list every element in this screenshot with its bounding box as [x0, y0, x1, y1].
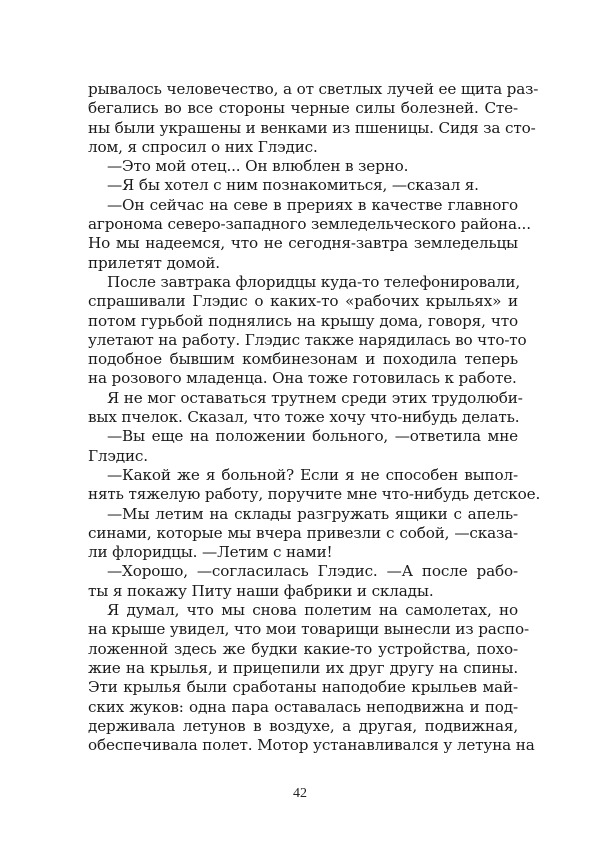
text-line: Эти крылья были сработаны наподобие крыльев май- — [88, 678, 518, 697]
text-line: агронома северо-западного земледельческого района... — [88, 215, 531, 234]
text-line: потом гурьбой поднялись на крышу дома, говоря, что — [88, 311, 518, 330]
text-line: вых пчелок. Сказал, что тоже хочу что-нибудь делать. — [88, 408, 520, 427]
text-line: бегались во все стороны черные силы болезней. Сте- — [88, 99, 518, 118]
text-line: на крыше увидел, что мои товарищи вынесли из распо- — [88, 620, 529, 639]
text-line: Но мы надеемся, что не сегодня-завтра земледельцы — [88, 234, 518, 253]
text-line: нять тяжелую работу, поручите мне что-нибудь детское. — [88, 485, 541, 504]
text-line: ты я покажу Питу наши фабрики и склады. — [88, 581, 434, 600]
paragraph — [88, 272, 527, 389]
body-text — [88, 80, 541, 755]
text-line: —Хорошо, —согласилась Глэдис. —А после рабо- — [107, 562, 518, 581]
text-line: обеспечивала полет. Мотор устанавливался у летуна на — [88, 736, 535, 755]
text-line: подобное бывшим комбинезонам и походила теперь — [88, 350, 518, 369]
paragraph — [88, 388, 523, 428]
text-line: жие на крылья, и прицепили их друг другу на спины. — [88, 658, 518, 677]
paragraph — [88, 505, 518, 563]
page-number: 42 — [293, 786, 307, 801]
text-line: —Вы еще на положении больного, —ответила мне — [107, 427, 518, 446]
text-line: —Какой же я больной? Если я не способен выпол- — [107, 465, 518, 484]
paragraph — [88, 80, 539, 157]
paragraph — [88, 176, 518, 195]
text-line: улетают на работу. Глэдис также нарядилась во что-то — [88, 330, 527, 349]
paragraph — [88, 157, 518, 176]
text-line: синами, которые мы вчера привезли с собой, —сказа- — [88, 523, 518, 542]
text-line: —Мы летим на склады разгружать ящики с апель- — [107, 504, 518, 523]
text-line: После завтрака флоридцы куда-то телефонировали, — [107, 272, 521, 291]
text-line: ны были украшены и венками из пшеницы. Сидя за сто- — [88, 118, 536, 137]
text-line: Я думал, что мы снова полетим на самолетах, но — [107, 601, 518, 620]
text-line: спрашивали Глэдис о каких-то «рабочих крыльях» и — [88, 292, 518, 311]
paragraph — [88, 195, 531, 273]
paragraph — [88, 562, 518, 601]
text-line: —Я бы хотел с ним познакомиться, —сказал я. — [107, 176, 479, 195]
text-line: ли флоридцы. —Летим с нами! — [88, 543, 333, 562]
text-line: ских жуков: одна пара оставалась неподвижна и под- — [88, 697, 518, 716]
text-line: прилетят домой. — [88, 253, 220, 272]
text-line: —Это мой отец... Он влюблен в зерно. — [107, 157, 409, 176]
text-line: держивала летунов в воздухе, а другая, подвижная, — [88, 716, 518, 735]
paragraph — [88, 601, 535, 755]
text-line: —Он сейчас на севе в прериях в качестве главного — [107, 195, 518, 214]
paragraph — [88, 465, 541, 505]
text-line: ложенной здесь же будки какие-то устройства, похо- — [88, 639, 518, 658]
text-line: Я не мог оставаться трутнем среди этих трудолюби- — [107, 388, 523, 407]
paragraph — [88, 427, 518, 466]
text-line: на розового младенца. Она тоже готовилась к работе. — [88, 369, 517, 388]
text-line: лом, я спросил о них Глэдис. — [88, 137, 318, 156]
text-line: Глэдис. — [88, 446, 148, 465]
text-line: рывалось человечество, а от светлых лучей ее щита раз- — [88, 80, 539, 98]
